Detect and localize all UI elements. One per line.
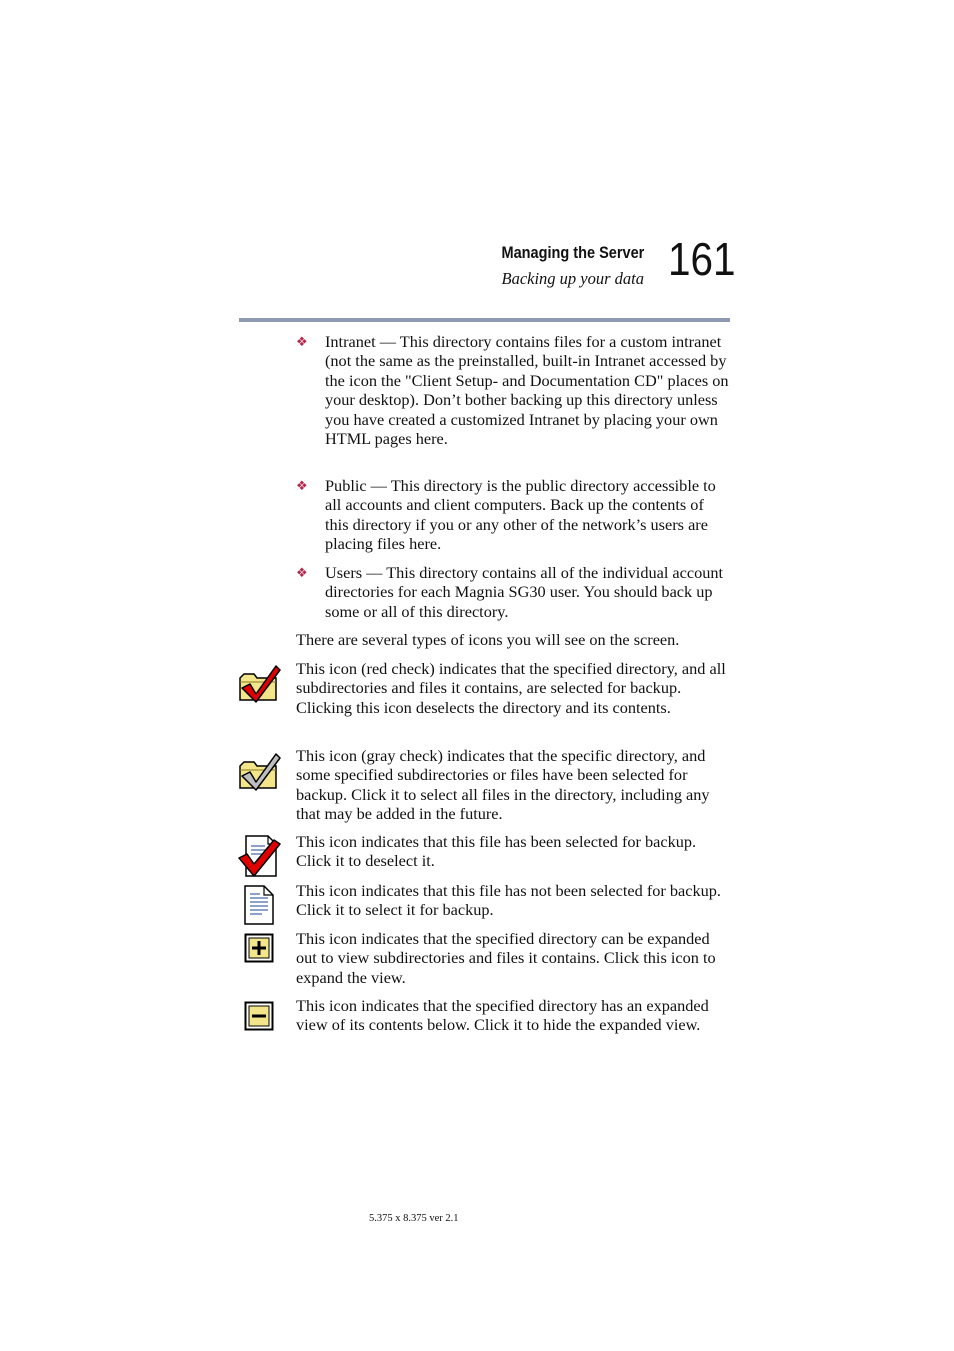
icon-desc-red-check: This icon (red check) indicates that the specified directory, and all subdirectories and files it contains, are selected for backup. Clicking this icon deselects the directory and its contents. <box>296 659 726 717</box>
bullet-item-users <box>296 563 730 621</box>
chapter-title: Managing the Server <box>501 244 644 262</box>
expand-plus-icon <box>244 933 274 963</box>
bullet-diamond-icon: ❖ <box>296 479 308 494</box>
bullet-diamond-icon: ❖ <box>296 335 308 350</box>
header-rule <box>239 318 730 322</box>
red-check-folder-icon <box>238 662 282 704</box>
bullet-item-intranet <box>296 332 730 448</box>
bullet-text: Intranet — This directory contains files for a custom intranet (not the same as the preinstalled, built-in Intranet accessed by the icon the "Client Setup- and Documentation CD" places on your desktop). Don’t bother backing up this directory unless you have created a customized Intranet by placing your own HTML pages here. <box>325 332 729 449</box>
icon-desc-checked-file: This icon indicates that this file has been selected for backup. Click it to deselect it. <box>296 832 697 871</box>
section-title: Backing up your data <box>501 269 644 288</box>
icon-desc-unchecked-file: This icon indicates that this file has not been selected for backup. Click it to select it for backup. <box>296 881 721 920</box>
gray-check-folder-icon <box>238 750 282 792</box>
icon-desc-expand: This icon indicates that the specified directory can be expanded out to view subdirectories and files it contains. Click this icon to expand the view. <box>296 929 716 987</box>
collapse-minus-icon <box>244 1001 274 1031</box>
bullet-text: Public — This directory is the public directory accessible to all accounts and client computers. Back up the contents of this directory if you or any other of the network’s users are placing files here. <box>325 476 716 554</box>
red-check-file-icon <box>238 834 282 878</box>
bullet-item-public <box>296 476 730 554</box>
bullet-diamond-icon: ❖ <box>296 566 308 581</box>
page-footer: 5.375 x 8.375 ver 2.1 <box>369 1213 459 1224</box>
bullet-text: Users — This directory contains all of the individual account directories for each Magnia SG30 user. You should back up some or all of this directory. <box>325 563 724 621</box>
icon-desc-collapse: This icon indicates that the specified directory has an expanded view of its contents below. Click it to hide the expanded view. <box>296 996 709 1035</box>
icon-desc-gray-check: This icon (gray check) indicates that the specific directory, and some specified subdirectories or files have been selected for backup. Click it to select all files in the directory, including any that may be added in the future. <box>296 746 710 824</box>
intro-paragraph: There are several types of icons you will see on the screen. <box>296 630 680 649</box>
file-icon <box>242 884 276 926</box>
page-number: 161 <box>668 233 736 285</box>
